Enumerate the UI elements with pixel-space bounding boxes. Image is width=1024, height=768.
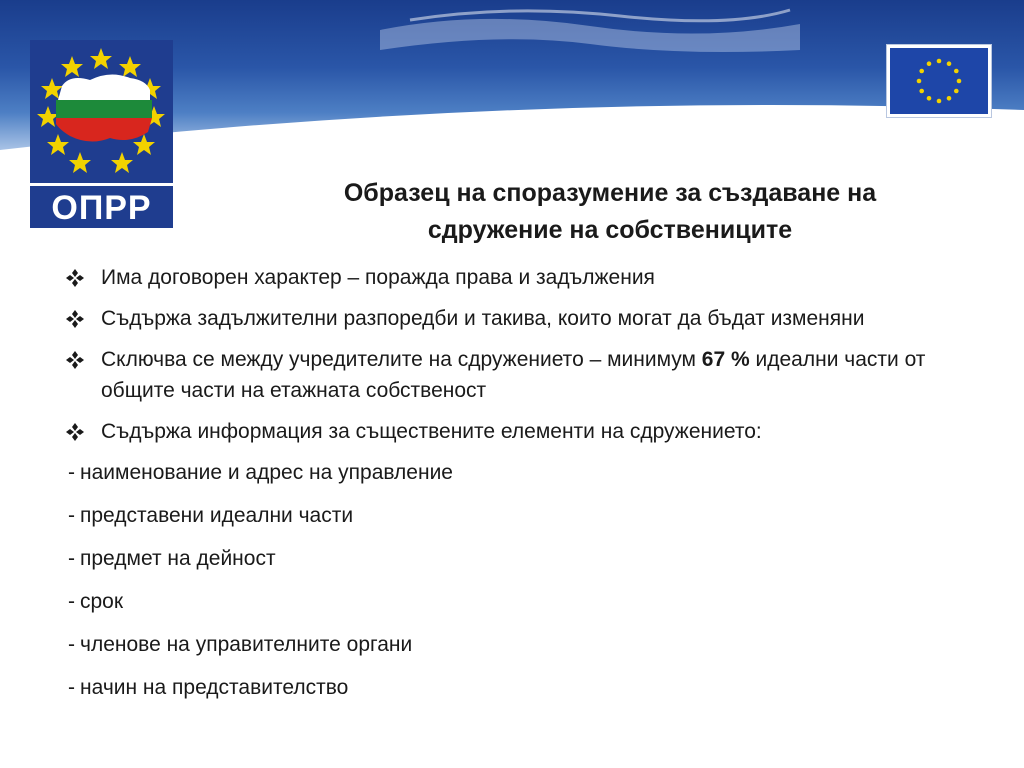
bullet-text-after: идеални части от общите части на етажната собственост	[101, 348, 926, 402]
dash-item-text: предмет на дейност	[80, 547, 276, 570]
bulgaria-shape	[56, 74, 152, 141]
bullet-text-before: Сключва се между учредителите на сдружението – минимум	[101, 348, 702, 371]
logo-text: ОПРР	[30, 183, 173, 228]
dash-item: - предмет на дейност	[68, 547, 276, 570]
four-diamond-bullet-icon	[66, 310, 84, 328]
dash-item-text: представени идеални части	[80, 504, 354, 527]
dash-item: - членове на управителните органи	[68, 633, 413, 656]
bullet-item	[58, 344, 988, 406]
bulgaria-map-logo-icon	[30, 40, 173, 183]
bullet-item	[58, 262, 988, 293]
bullet-text: Съдържа задължителни разпоредби и такива, които могат да бъдат изменяни	[101, 307, 865, 330]
percentage-highlight: 67 %	[701, 348, 750, 371]
four-diamond-bullet-icon	[66, 351, 84, 369]
bullet-text: Съдържа информация за съществените елементи на сдружението:	[101, 420, 762, 443]
dash-item: - начин на представителство	[68, 676, 349, 699]
title-line-2: сдружение на собствениците	[427, 216, 793, 244]
eu-flag-icon	[886, 44, 992, 118]
dash-item-text: срок	[80, 590, 124, 613]
dash-item: - представени идеални части	[68, 504, 354, 527]
oprr-logo	[30, 40, 173, 228]
bullet-item	[58, 416, 988, 447]
slide-title	[190, 175, 1024, 249]
dash-item: - срок	[68, 590, 124, 613]
dash-item-text: начин на представителство	[80, 676, 349, 699]
bullet-text: Има договорен характер – поражда права и задължения	[101, 266, 655, 289]
dash-item: - наименование и адрес на управление	[68, 461, 453, 484]
four-diamond-bullet-icon	[66, 423, 84, 441]
dash-item-text: наименование и адрес на управление	[80, 461, 453, 484]
ribbon-decoration	[380, 0, 800, 60]
slide-content	[58, 262, 988, 715]
bullet-item	[58, 303, 988, 334]
dash-item-text: членове на управителните органи	[80, 633, 413, 656]
four-diamond-bullet-icon	[66, 269, 84, 287]
title-line-1: Образец на споразумение за създаване на	[343, 179, 877, 207]
